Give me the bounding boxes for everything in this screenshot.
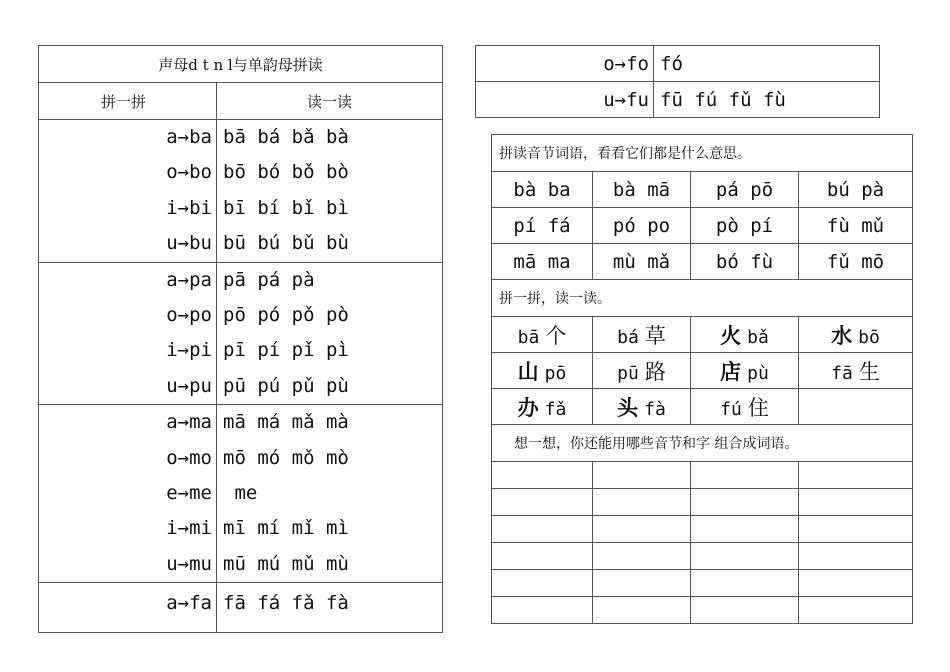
pinyin-hanzi-cell xyxy=(492,317,593,353)
read-line: mī mí mǐ mì xyxy=(223,517,349,540)
table-row xyxy=(492,389,913,425)
read-cell xyxy=(217,583,443,633)
blank-cell[interactable] xyxy=(593,516,691,543)
table-row xyxy=(492,172,913,208)
hanzi: 头 xyxy=(617,395,639,420)
pinyin-hanzi-cell xyxy=(799,353,913,389)
exercise-table xyxy=(491,134,913,624)
syllable-word: bà mā xyxy=(593,172,691,208)
read-line: bō bó bǒ bò xyxy=(223,161,349,184)
read-line: pā pá pà xyxy=(223,268,315,291)
blank-cell[interactable] xyxy=(799,489,913,516)
spell-cell: u→fu xyxy=(476,82,654,118)
blank-cell[interactable] xyxy=(799,516,913,543)
pinyin: pū xyxy=(617,362,639,384)
syllable-word: mù mǎ xyxy=(593,244,691,280)
read-cell xyxy=(217,120,443,263)
blank-cell[interactable] xyxy=(593,543,691,570)
blank-answer-row xyxy=(492,597,913,624)
read-line: pō pó pǒ pò xyxy=(223,303,349,326)
instruction-spell-read: 拼一拼，读一读。 xyxy=(492,280,913,317)
instruction-think: 想一想，你还能用哪些音节和字 组合成词语。 xyxy=(492,425,913,462)
read-cell xyxy=(217,262,443,405)
read-cell: fū fú fǔ fù xyxy=(654,82,880,118)
blank-cell[interactable] xyxy=(492,516,593,543)
hanzi: 草 xyxy=(644,323,666,348)
pinyin-hanzi-cell xyxy=(799,317,913,353)
spell-line: i→pi xyxy=(166,339,212,362)
spell-line: a→pa xyxy=(166,268,212,291)
spell-line: u→mu xyxy=(166,552,212,575)
table-row xyxy=(39,405,443,583)
pinyin: fǎ xyxy=(544,398,567,420)
read-line: bū bú bǔ bù xyxy=(223,232,349,255)
syllable-word: bú pà xyxy=(799,172,913,208)
hanzi: 个 xyxy=(545,323,567,348)
hanzi: 办 xyxy=(517,395,539,420)
blank-answer-row xyxy=(492,543,913,570)
table-row xyxy=(492,353,913,389)
blank-cell[interactable] xyxy=(492,462,593,489)
spell-line: o→bo xyxy=(166,161,212,184)
syllable-word: pí fá xyxy=(492,208,593,244)
read-line: bā bá bǎ bà xyxy=(223,126,349,148)
pinyin: fà xyxy=(644,398,666,420)
pinyin: bō xyxy=(858,326,880,348)
read-line: me xyxy=(223,481,258,504)
hanzi: 生 xyxy=(858,359,880,384)
instruction-read-words: 拼读音节词语，看看它们都是什么意思。 xyxy=(492,135,913,172)
spell-line: e→me xyxy=(166,481,212,504)
pinyin: bā xyxy=(517,326,540,348)
blank-answer-row xyxy=(492,516,913,543)
table-row xyxy=(492,244,913,280)
read-line: fā fá fǎ fà xyxy=(223,592,349,615)
read-line: mā má mǎ mà xyxy=(223,411,349,434)
spell-cell xyxy=(39,583,217,633)
read-line: mō mó mǒ mò xyxy=(223,446,349,469)
blank-answer-row xyxy=(492,462,913,489)
blank-cell[interactable] xyxy=(593,489,691,516)
blank-cell[interactable] xyxy=(492,489,593,516)
blank-cell[interactable] xyxy=(593,462,691,489)
empty-cell xyxy=(799,389,913,425)
read-line: mū mú mǔ mù xyxy=(223,552,349,575)
fo-fu-table xyxy=(475,45,880,118)
spell-line: u→bu xyxy=(166,232,212,255)
syllable-word: pá pō xyxy=(691,172,799,208)
pinyin-hanzi-cell xyxy=(593,317,691,353)
read-line: pū pú pǔ pù xyxy=(223,374,349,397)
blank-cell[interactable] xyxy=(691,543,799,570)
syllable-word: fù mǔ xyxy=(799,208,913,244)
syllable-word: pó po xyxy=(593,208,691,244)
table-row xyxy=(39,120,443,263)
syllable-word: pò pí xyxy=(691,208,799,244)
syllable-word: bà ba xyxy=(492,172,593,208)
read-line: bī bí bǐ bì xyxy=(223,196,349,219)
pinyin-hanzi-cell xyxy=(691,317,799,353)
table-row xyxy=(492,208,913,244)
blank-cell[interactable] xyxy=(691,570,799,597)
hanzi: 水 xyxy=(831,323,853,348)
pinyin: fā xyxy=(831,362,853,384)
pinyin-hanzi-cell xyxy=(492,389,593,425)
blank-cell[interactable] xyxy=(691,516,799,543)
table-title: 声母d t n l与单韵母拼读 xyxy=(39,46,443,83)
blank-cell[interactable] xyxy=(593,597,691,624)
hanzi: 火 xyxy=(720,323,742,348)
blank-cell[interactable] xyxy=(492,570,593,597)
blank-cell[interactable] xyxy=(691,489,799,516)
pinyin-hanzi-cell xyxy=(492,353,593,389)
spell-line: i→mi xyxy=(166,517,212,540)
blank-cell[interactable] xyxy=(593,570,691,597)
syllable-word: bó fù xyxy=(691,244,799,280)
read-cell xyxy=(217,405,443,583)
blank-cell[interactable] xyxy=(799,462,913,489)
spell-line: a→ba xyxy=(166,126,212,148)
spell-cell: o→fo xyxy=(476,46,654,82)
table-row xyxy=(492,317,913,353)
column-header-spell: 拼一拼 xyxy=(39,83,217,120)
table-row xyxy=(39,262,443,405)
blank-answer-row xyxy=(492,570,913,597)
blank-cell[interactable] xyxy=(691,462,799,489)
spell-line: a→fa xyxy=(166,592,212,615)
spell-cell xyxy=(39,120,217,263)
blank-cell[interactable] xyxy=(691,597,799,624)
blank-cell[interactable] xyxy=(492,597,593,624)
blank-cell[interactable] xyxy=(492,543,593,570)
syllable-word: fǔ mō xyxy=(799,244,913,280)
pinyin-hanzi-cell xyxy=(691,353,799,389)
hanzi: 山 xyxy=(517,359,539,384)
blank-cell[interactable] xyxy=(799,570,913,597)
pinyin-hanzi-cell xyxy=(593,353,691,389)
pinyin-practice-table xyxy=(38,45,443,633)
spell-cell xyxy=(39,405,217,583)
blank-answer-row xyxy=(492,489,913,516)
pinyin: pō xyxy=(544,362,567,384)
pinyin: pù xyxy=(747,362,769,384)
blank-cell[interactable] xyxy=(799,597,913,624)
pinyin-hanzi-cell xyxy=(593,389,691,425)
spell-line: u→pu xyxy=(166,374,212,397)
read-line: pī pí pǐ pì xyxy=(223,339,349,362)
pinyin: bǎ xyxy=(747,326,769,348)
hanzi: 店 xyxy=(720,359,742,384)
read-cell: fó xyxy=(654,46,880,82)
spell-line: i→bi xyxy=(166,196,212,219)
blank-cell[interactable] xyxy=(799,543,913,570)
spell-line: a→ma xyxy=(166,411,212,434)
pinyin: bá xyxy=(617,326,639,348)
spell-line: o→po xyxy=(166,303,212,326)
column-header-read: 读一读 xyxy=(217,83,443,120)
pinyin-hanzi-cell xyxy=(691,389,799,425)
pinyin: fú xyxy=(720,398,742,420)
spell-cell xyxy=(39,262,217,405)
spell-line: o→mo xyxy=(166,446,212,469)
hanzi: 路 xyxy=(644,359,666,384)
table-row xyxy=(39,583,443,633)
syllable-word: mā ma xyxy=(492,244,593,280)
hanzi: 住 xyxy=(747,395,769,420)
